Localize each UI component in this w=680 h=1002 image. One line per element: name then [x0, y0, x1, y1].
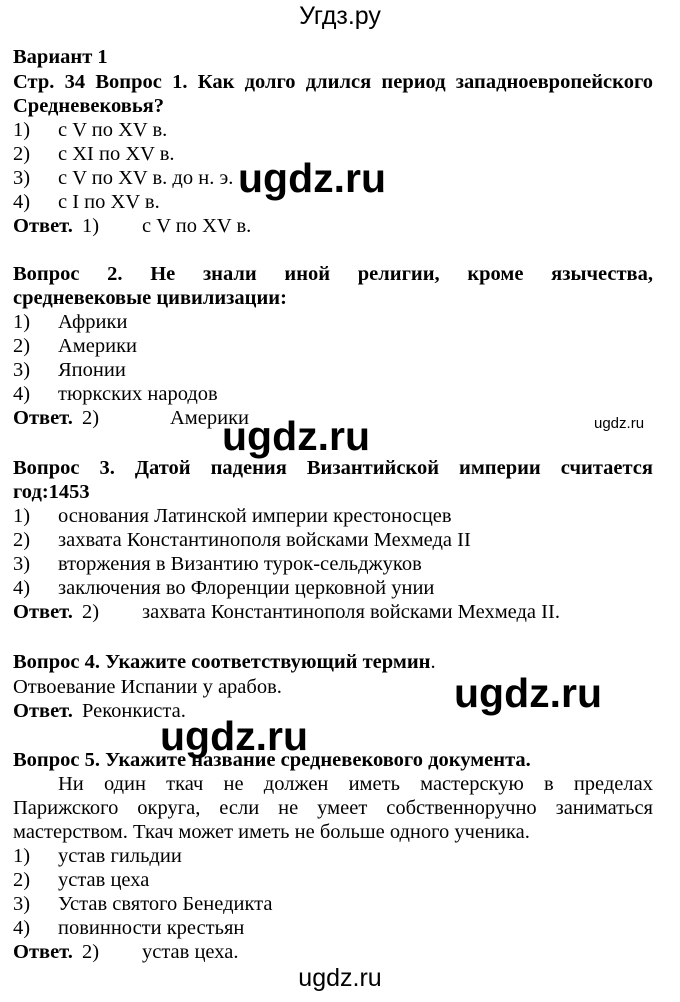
q1-option-text: с V по XV в. до н. э.	[58, 167, 234, 189]
q4-text: Отвоевание Испании у арабов.	[13, 676, 282, 698]
site-header: Угдз.ру	[299, 2, 381, 30]
q2-option-text: Америки	[58, 335, 138, 357]
variant-title: Вариант 1	[13, 46, 108, 68]
q5-option-num: 4)	[13, 917, 31, 939]
q3-option-text: вторжения в Византию турок-сельджуков	[58, 553, 422, 575]
q3-option-num: 1)	[13, 505, 31, 527]
q2-option-num: 2)	[13, 335, 31, 357]
q3-option-num: 4)	[13, 577, 31, 599]
q5-option-num: 2)	[13, 869, 31, 891]
q2-title-line1: Вопрос 2. Не знали иной религии, кроме язычества,	[13, 263, 653, 285]
q2-option-num: 1)	[13, 311, 31, 333]
q2-answer-label: Ответ.	[13, 407, 73, 429]
q2-option-num: 3)	[13, 359, 31, 381]
q2-answer-text: Америки	[170, 407, 250, 429]
q5-paragraph-line: Парижского округа, если не умеет собственноручно заниматься	[13, 797, 653, 819]
q5-answer-text: устав цеха.	[142, 941, 239, 963]
q1-answer-label: Ответ.	[13, 215, 73, 237]
q1-option-num: 2)	[13, 143, 31, 165]
q2-title-line2: средневековые цивилизации:	[13, 287, 287, 309]
q1-option-num: 1)	[13, 119, 31, 141]
q4-title	[13, 652, 436, 673]
q4-title-text: Вопрос 4. Укажите соответствующий термин	[13, 651, 431, 673]
watermark: ugdz.ru	[222, 413, 371, 459]
q5-paragraph-line: Ни один ткач не должен иметь мастерскую в пределах	[58, 773, 653, 795]
watermark: ugdz.ru	[454, 670, 603, 716]
q5-option-text: Устав святого Бенедикта	[58, 893, 273, 915]
q5-option-text: повинности крестьян	[58, 917, 245, 939]
q3-option-text: захвата Константинополя войсками Мехмеда II	[58, 529, 471, 551]
q1-answer-num: 1)	[82, 215, 100, 237]
q4-title-dot: .	[430, 651, 436, 673]
q2-option-num: 4)	[13, 383, 31, 405]
q1-option-text: с XI по XV в.	[58, 143, 175, 165]
q5-title: Вопрос 5. Укажите название средневекового документа.	[13, 749, 531, 771]
q2-answer-num: 2)	[82, 407, 100, 429]
q3-option-text: основания Латинской империи крестоносцев	[58, 505, 452, 527]
q3-answer-text: захвата Константинополя войсками Мехмеда II.	[142, 601, 560, 623]
q1-title-line2: Средневековья?	[13, 95, 165, 117]
q3-option-num: 2)	[13, 529, 31, 551]
q2-option-text: Африки	[58, 311, 128, 333]
q5-answer-label: Ответ.	[13, 941, 73, 963]
q1-option-text: с V по XV в.	[58, 119, 168, 141]
q1-option-text: с I по XV в.	[58, 191, 160, 213]
q1-title-line1: Стр. 34 Вопрос 1. Как долго длился период западноевропейского	[13, 71, 653, 93]
q3-title-line1: Вопрос 3. Датой падения Византийской империи считается	[13, 457, 653, 479]
q5-option-text: устав цеха	[58, 869, 150, 891]
watermark: ugdz.ru	[160, 713, 309, 759]
q5-option-text: устав гильдии	[58, 845, 182, 867]
site-footer: ugdz.ru	[298, 964, 382, 992]
q3-option-num: 3)	[13, 553, 31, 575]
q1-option-num: 3)	[13, 167, 31, 189]
q2-option-text: Японии	[58, 359, 126, 381]
q3-title-line2: год:1453	[13, 481, 90, 503]
q5-option-num: 1)	[13, 845, 31, 867]
q4-answer-text: Реконкиста.	[82, 700, 186, 722]
q5-paragraph-line: мастерством. Ткач может иметь не больше одного ученика.	[13, 821, 530, 843]
q5-answer-num: 2)	[82, 941, 100, 963]
watermark: ugdz.ru	[238, 155, 387, 201]
q3-answer-num: 2)	[82, 601, 100, 623]
watermark-small: ugdz.ru	[594, 415, 645, 432]
q1-answer-text: с V по XV в.	[142, 215, 252, 237]
q2-option-text: тюркских народов	[58, 383, 218, 405]
q3-option-text: заключения во Флоренции церковной унии	[58, 577, 435, 599]
q3-answer-label: Ответ.	[13, 601, 73, 623]
q1-option-num: 4)	[13, 191, 31, 213]
q4-answer-label: Ответ.	[13, 700, 73, 722]
q5-option-num: 3)	[13, 893, 31, 915]
